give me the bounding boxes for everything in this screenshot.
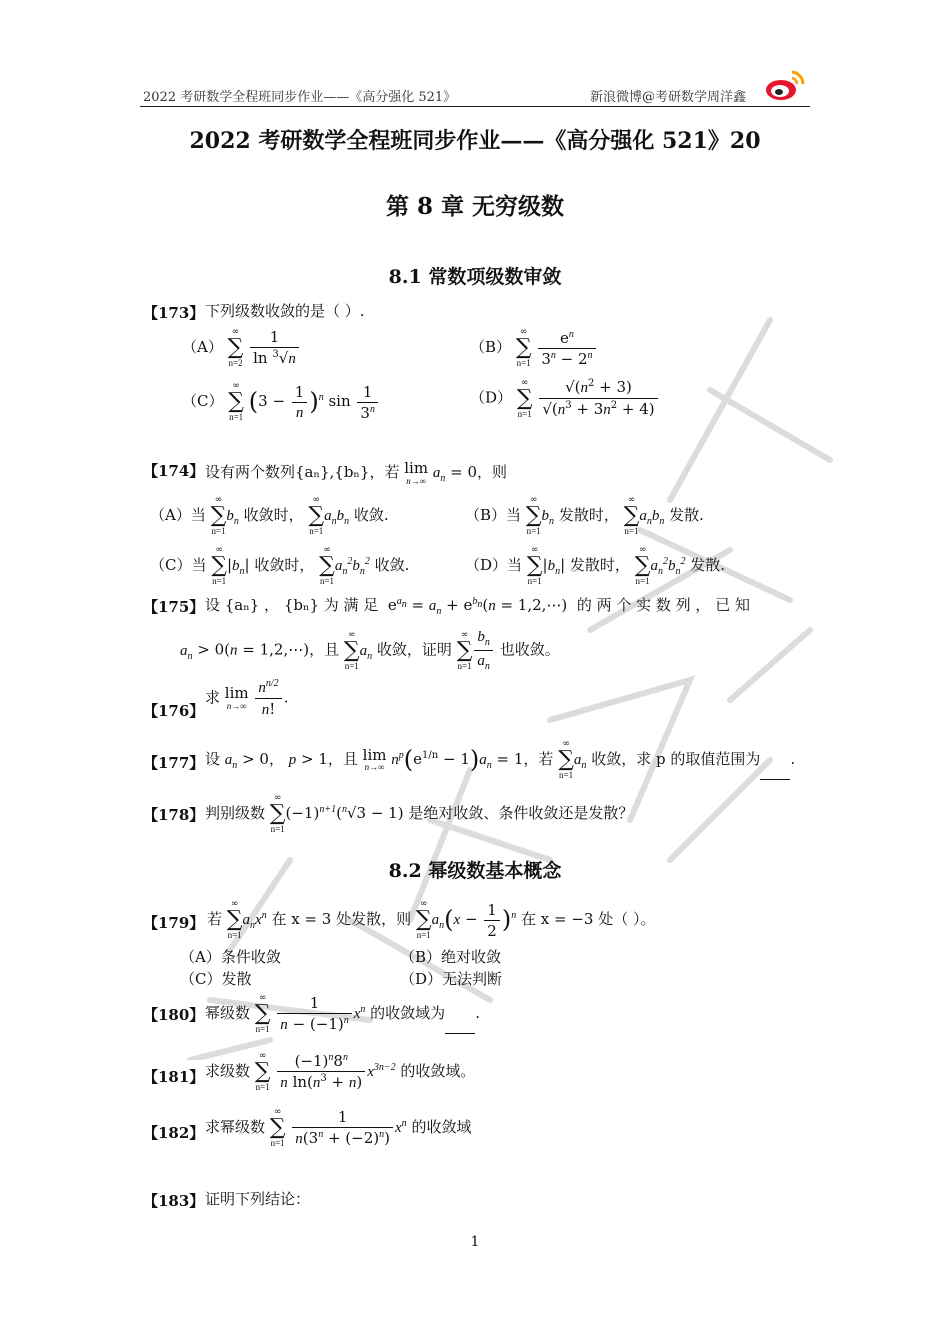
question-stem-179: 若 ∞ ∑ n=1 $a_nx^n$ 在 x = 3 处发散，则 ∞ ∑ n=1 $a_n(x$ − $\frac{1}{2}$ )$^n$ 在 x = −3 处（ ）。	[207, 899, 656, 940]
option-179-c: （C）发散	[180, 970, 252, 988]
question-number-174: 【174】	[143, 462, 205, 480]
header-left-text: 2022 考研数学全程班同步作业——《高分强化 521》	[143, 90, 457, 105]
answer-blank[interactable]	[445, 1020, 475, 1034]
question-number-177: 【177】	[143, 754, 205, 772]
question-number-173: 【173】	[143, 304, 205, 322]
question-stem-181: 求级数 ∞ ∑ n=1 $\frac{(-1)^n8^n}{n \ln(n^3 + n)}$ $x^{3n-2}$ 的收敛域。	[205, 1051, 476, 1092]
question-stem-173: 下列级数收敛的是（ ）.	[205, 302, 365, 320]
option-179-d: （D）无法判断	[400, 970, 503, 988]
question-stem-176: 求 lim n→∞ $\frac{n^{n/2}}{n!}$ .	[205, 678, 289, 718]
question-stem-175-line1: 设 {aₙ} ， {bₙ} 为 满 足 $e^{a_n} = a_n + e^{b_n}(n$ = 1,2,⋯) 的 两 个 实 数 列 ， 已 知	[205, 596, 750, 617]
question-stem-174: 设有两个数列{aₙ},{bₙ}，若 lim n→∞ $a_n = 0$，则	[205, 459, 508, 486]
option-173-a: （A） ∞ ∑ n=2 $\frac{1}{\ln ^3√n}$	[182, 328, 301, 368]
option-label: （B）	[470, 338, 512, 356]
question-number-181: 【181】	[143, 1068, 205, 1086]
question-number-179: 【179】	[143, 914, 205, 932]
option-174-a: （A）当 ∞ ∑ n=1 $b_n$ 收敛时， ∞ ∑ n=1 $a_nb_n$ 收敛.	[150, 495, 389, 536]
question-stem-183: 证明下列结论：	[205, 1190, 311, 1208]
weibo-logo-icon	[764, 66, 806, 102]
answer-blank[interactable]	[760, 766, 790, 780]
question-stem-175-line2: $a_n > 0(n$ = 1,2,⋯)，且 ∞ ∑ n=1 $a_n$ 收敛，证明 ∞ ∑ n=1 $\frac{b_n}{a_n}$ 也收敛。	[180, 629, 560, 672]
option-179-a: （A）条件收敛	[180, 948, 281, 966]
section-title-8-1: 8.1 常数项级数审敛	[388, 266, 562, 288]
option-label: （D）	[470, 388, 513, 407]
header-right-text: 新浪微博@考研数学周洋鑫	[590, 90, 747, 105]
option-173-c: （C） ∞ ∑ n=1 (3 − $\frac{1}{n}$ )$^n$ sin $\frac{1}{3^n}$	[182, 382, 380, 422]
option-label: （A）	[182, 338, 223, 356]
section-title-8-2: 8.2 幂级数基本概念	[388, 860, 562, 882]
option-174-b: （B）当 ∞ ∑ n=1 $b_n$ 发散时， ∞ ∑ n=1 $a_nb_n$ 发散.	[465, 495, 704, 536]
chapter-title: 第 8 章 无穷级数	[385, 193, 565, 220]
header-divider	[140, 106, 810, 107]
option-173-b: （B） ∞ ∑ n=1 $\frac{e^n}{3^n - 2^n}$	[470, 328, 598, 368]
question-number-182: 【182】	[143, 1124, 205, 1142]
question-number-176: 【176】	[143, 702, 205, 720]
question-number-178: 【178】	[143, 806, 205, 824]
option-174-c: （C）当 ∞ ∑ n=1 $|b_n|$ 收敛时， ∞ ∑ n=1 $a_n^2b_n^2$ 收敛.	[150, 545, 410, 586]
question-number-180: 【180】	[143, 1006, 205, 1024]
option-173-d: （D） ∞ ∑ n=1 $\frac{√(n^2 + 3)}{√(n^3 + 3n^2 + 4)}$	[470, 378, 660, 419]
question-stem-177: 设 $a_n > 0$， p > 1，且 lim n→∞ $n^p(e^{1/n} - 1)a_n = 1$，若 ∞ ∑ n=1 $a_n$ 收敛，求 p 的取值范围为 .	[205, 739, 796, 780]
question-stem-178: 判别级数 ∞ ∑ n=1 $(-1)^{n+1}(^n√3 - 1)$ 是绝对收敛、条件收敛还是发散？	[205, 793, 634, 834]
question-number-175: 【175】	[143, 598, 205, 616]
option-179-b: （B）绝对收敛	[400, 948, 502, 966]
question-number-183: 【183】	[143, 1192, 205, 1210]
option-label: （C）	[182, 392, 224, 410]
option-174-d: （D）当 ∞ ∑ n=1 $|b_n|$ 发散时， ∞ ∑ n=1 $a_n^2b_n^2$ 发散.	[465, 545, 725, 586]
question-stem-180: 幂级数 ∞ ∑ n=1 $\frac{1}{n - (-1)^n}$ $x^n$ 的收敛域为 .	[205, 993, 480, 1034]
page-number: 1	[470, 1234, 480, 1250]
document-title: 2022 考研数学全程班同步作业——《高分强化 521》20	[189, 128, 761, 154]
question-stem-182: 求幂级数 ∞ ∑ n=1 $\frac{1}{n(3^n + (-2)^n)}$ $x^n$ 的收敛域	[205, 1107, 472, 1148]
